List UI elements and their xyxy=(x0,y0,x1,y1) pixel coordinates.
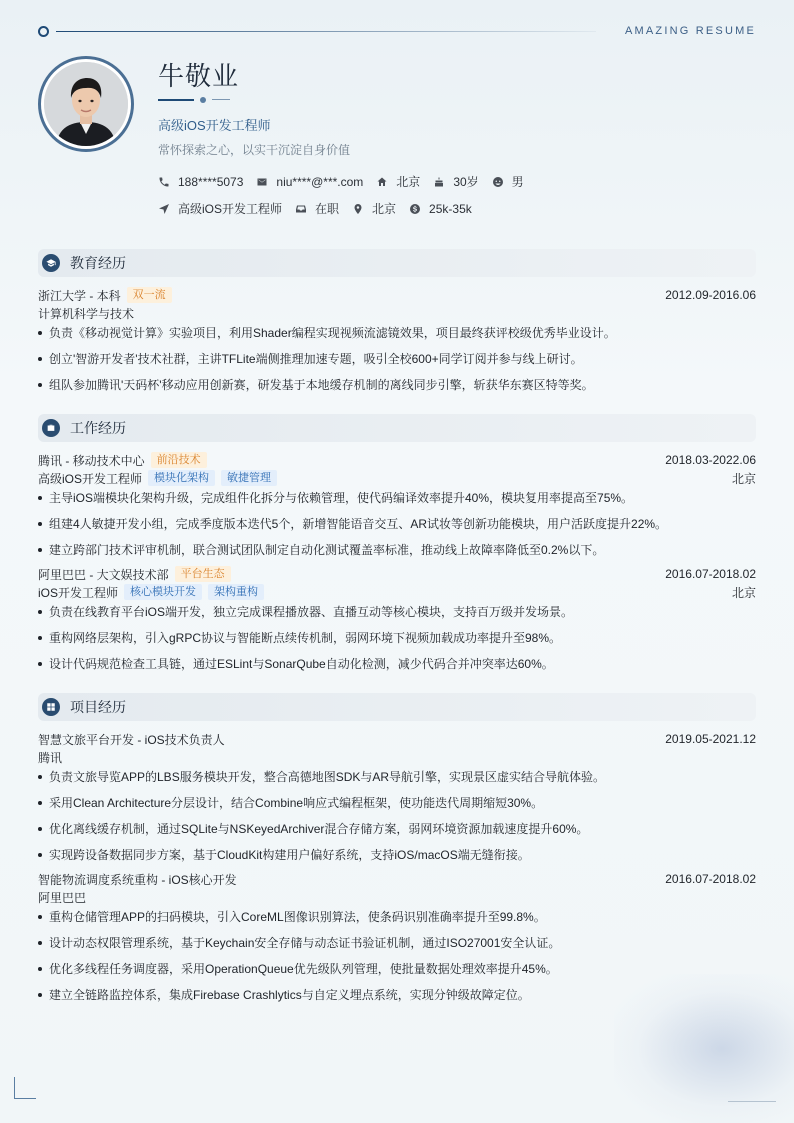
phone-icon xyxy=(158,176,170,188)
skill-tag: 模块化架构 xyxy=(148,470,215,486)
graduation-cap-icon xyxy=(42,254,60,272)
age-text: 30岁 xyxy=(453,175,479,189)
job-intent-row xyxy=(158,200,485,217)
top-ring-decoration xyxy=(38,26,49,37)
target-city-text: 北京 xyxy=(372,202,397,216)
skill-tag: 敏捷管理 xyxy=(221,470,277,486)
project-org-line xyxy=(38,889,756,905)
target-position-info xyxy=(158,200,282,217)
job-city: 北京 xyxy=(731,585,756,600)
project-org-line xyxy=(38,749,756,765)
job-bullet: 建立跨部门技术评审机制，联合测试团队制定自动化测试覆盖率标准，推动线上故障率降低至0.2%以下。 xyxy=(38,542,756,558)
job-bullet: 负责在线教育平台iOS端开发，独立完成课程播放器、直播互动等核心模块，支持百万级并发场景。 xyxy=(38,604,756,620)
residence-text: 北京 xyxy=(396,175,421,189)
project-org: 阿里巴巴 xyxy=(38,890,87,905)
phone-text: 188****5073 xyxy=(178,174,244,189)
bottom-line-decoration xyxy=(728,1101,776,1102)
age-info xyxy=(433,173,478,190)
project-entry-header xyxy=(38,871,756,887)
target-city-info xyxy=(352,200,396,217)
project-bullet: 优化多线程任务调度器，采用OperationQueue优先级队列管理，使批量数据处理效率提升45%。 xyxy=(38,961,756,977)
project-bullet: 负责文旅导览APP的LBS服务模块开发，整合高德地图SDK与AR导航引擎，实现景区虚实结合导航体验。 xyxy=(38,769,756,785)
project-bullet: 实现跨设备数据同步方案，基于CloudKit构建用户偏好系统，支持iOS/macOS端无缝衔接。 xyxy=(38,847,756,863)
projects-section-title: 项目经历 xyxy=(70,699,126,715)
company-tag: 平台生态 xyxy=(175,566,231,582)
phone-info xyxy=(158,175,243,189)
education-bullet: 创立'智游开发者'技术社群，主讲TFLite端侧推理加速专题，吸引全校600+同学订阅并参与线上研讨。 xyxy=(38,351,756,367)
briefcase-icon xyxy=(42,419,60,437)
gender-text: 男 xyxy=(511,175,524,189)
work-section-title: 工作经历 xyxy=(70,420,126,436)
school-tag: 双一流 xyxy=(127,287,172,303)
job-entry-header xyxy=(38,566,756,582)
education-section-header xyxy=(38,249,756,277)
employment-status-info xyxy=(295,200,339,217)
company-name: 腾讯 - 移动技术中心 xyxy=(38,453,145,468)
job-city: 北京 xyxy=(731,471,756,486)
candidate-name: 牛敬业 xyxy=(158,61,240,91)
top-line-decoration xyxy=(56,31,596,32)
grid-icon xyxy=(42,698,60,716)
project-bullet: 设计动态权限管理系统，基于Keychain安全存储与动态证书验证机制，通过ISO27001安全认证。 xyxy=(38,935,756,951)
job-bullet: 主导iOS端模块化架构升级，完成组件化拆分与依赖管理，使代码编译效率提升40%，模块复用率提高至75%。 xyxy=(38,490,756,506)
contact-info-row xyxy=(158,173,537,190)
face-icon xyxy=(492,176,504,188)
job-role: iOS开发工程师 xyxy=(38,585,119,600)
school-name: 浙江大学 - 本科 xyxy=(38,288,121,303)
salary-info xyxy=(409,202,472,216)
education-period: 2012.09-2016.06 xyxy=(665,288,756,302)
project-period: 2016.07-2018.02 xyxy=(665,872,756,886)
job-role-line xyxy=(38,470,756,486)
project-org: 腾讯 xyxy=(38,750,63,765)
avatar xyxy=(38,56,134,152)
employment-status-text: 在职 xyxy=(315,202,340,216)
education-entry-header xyxy=(38,287,756,303)
target-position-text: 高级iOS开发工程师 xyxy=(178,202,283,216)
skill-tag: 架构重构 xyxy=(208,584,264,600)
project-bullet: 建立全链路监控体系，集成Firebase Crashlytics与自定义埋点系统，实现分钟级故障定位。 xyxy=(38,987,756,1003)
job-bullet: 组建4人敏捷开发小组，完成季度版本迭代5个，新增智能语音交互、AR试妆等创新功能模块，用户活跃度提升22%。 xyxy=(38,516,756,532)
job-bullet: 设计代码规范检查工具链，通过ESLint与SonarQube自动化检测，减少代码合并冲突率达60%。 xyxy=(38,656,756,672)
motto: 常怀探索之心，以实干沉淀自身价值 xyxy=(158,143,351,157)
education-major-line xyxy=(38,305,756,321)
education-bullet: 组队参加腾讯'天码杯'移动应用创新赛，研发基于本地缓存机制的离线同步引擎，斩获华东赛区特等奖。 xyxy=(38,377,756,393)
job-period: 2016.07-2018.02 xyxy=(665,567,756,581)
email-info xyxy=(256,175,363,189)
project-name: 智慧文旅平台开发 - iOS技术负责人 xyxy=(38,732,225,747)
residence-info xyxy=(376,173,420,190)
job-bullet: 重构网络层架构，引入gRPC协议与智能断点续传机制，弱网环境下视频加载成功率提升至98%。 xyxy=(38,630,756,646)
job-period: 2018.03-2022.06 xyxy=(665,453,756,467)
location-icon xyxy=(352,203,364,215)
company-tag: 前沿技术 xyxy=(151,452,207,468)
dollar-icon xyxy=(409,203,421,215)
education-section-title: 教育经历 xyxy=(70,255,126,271)
inbox-icon xyxy=(295,203,307,215)
project-period: 2019.05-2021.12 xyxy=(665,732,756,746)
name-underline-decoration xyxy=(158,96,238,104)
gender-info xyxy=(492,173,524,190)
project-bullet: 优化离线缓存机制，通过SQLite与NSKeyedArchiver混合存储方案，弱网环境资源加载速度提升60%。 xyxy=(38,821,756,837)
skill-tag: 核心模块开发 xyxy=(124,584,202,600)
email-text: niu****@***.com xyxy=(276,174,364,189)
project-entry-header xyxy=(38,731,756,747)
company-name: 阿里巴巴 - 大文娱技术部 xyxy=(38,567,169,582)
job-title: 高级iOS开发工程师 xyxy=(158,118,271,133)
job-role: 高级iOS开发工程师 xyxy=(38,471,143,486)
job-role-line xyxy=(38,584,756,600)
corner-bracket-decoration xyxy=(14,1077,36,1099)
project-bullet: 采用Clean Architecture分层设计，结合Combine响应式编程框架，使功能迭代周期缩短30%。 xyxy=(38,795,756,811)
project-name: 智能物流调度系统重构 - iOS核心开发 xyxy=(38,872,237,887)
project-bullet: 重构仓储管理APP的扫码模块，引入CoreML图像识别算法，使条码识别准确率提升至99.8%。 xyxy=(38,909,756,925)
projects-section-header xyxy=(38,693,756,721)
major: 计算机科学与技术 xyxy=(38,306,135,321)
work-section-header xyxy=(38,414,756,442)
avatar-photo xyxy=(44,62,128,146)
mail-icon xyxy=(256,176,268,188)
education-bullet: 负责《移动视觉计算》实验项目，利用Shader编程实现视频流滤镜效果，项目最终获评校级优秀毕业设计。 xyxy=(38,325,756,341)
home-icon xyxy=(376,176,388,188)
send-icon xyxy=(158,203,170,215)
brand-label: AMAZING RESUME xyxy=(624,25,756,37)
salary-text: 25k-35k xyxy=(429,201,472,216)
job-entry-header xyxy=(38,452,756,468)
cake-icon xyxy=(433,176,445,188)
